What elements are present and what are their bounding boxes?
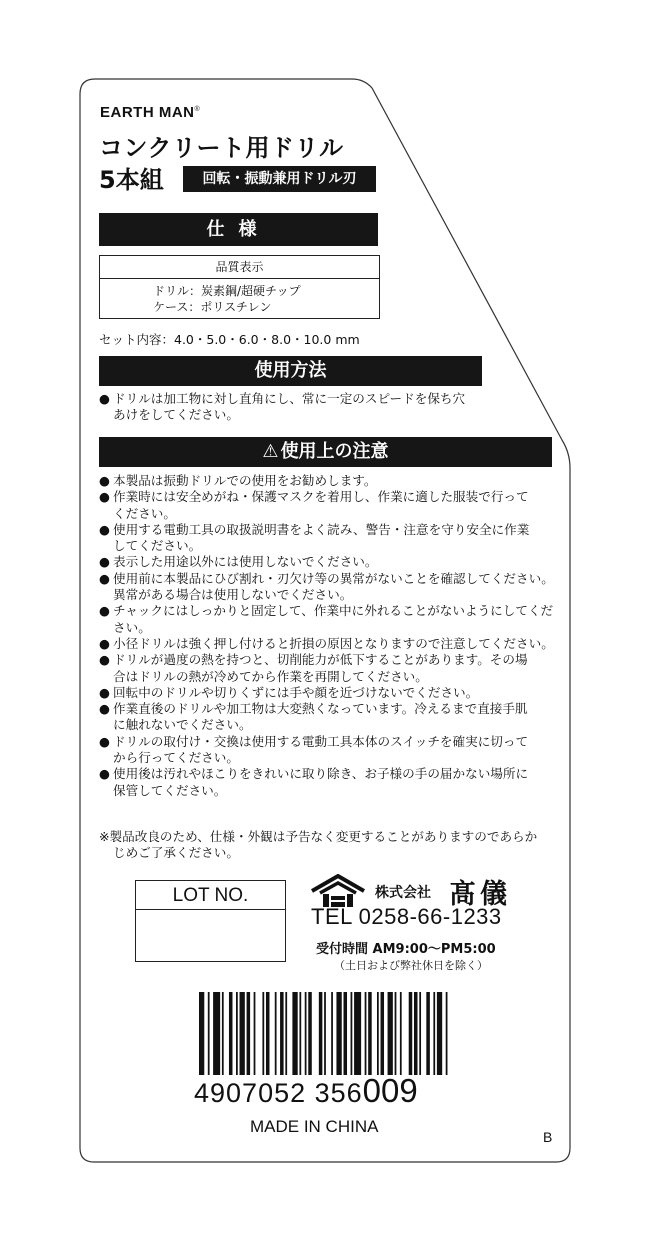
barcode-number-main: 4907052 356 xyxy=(194,1078,363,1108)
barcode-bar xyxy=(395,992,397,1075)
item-line: さい。 xyxy=(113,619,151,635)
business-hours: 受付時間 AM9:00〜PM5:00 xyxy=(316,942,496,957)
company-name: 髙儀 xyxy=(449,879,511,910)
spec-heading-bar: 仕様 xyxy=(99,213,378,246)
company-phone: TEL 0258-66-1233 xyxy=(311,904,502,929)
barcode-bar xyxy=(292,992,297,1075)
item-line: から行ってください。 xyxy=(113,750,239,766)
list-item xyxy=(99,766,561,799)
item-line: あけをしてください。 xyxy=(113,407,239,423)
quality-label-box xyxy=(99,255,380,319)
list-item xyxy=(99,571,561,604)
product-set-count: 5本組 xyxy=(99,166,164,194)
registered-mark: ® xyxy=(194,106,201,113)
barcode-bar xyxy=(381,992,385,1075)
bullet-icon: ● xyxy=(99,701,110,717)
barcode-bar xyxy=(229,992,233,1075)
footnote-line: ※製品改良のため、仕様・外観は予告なく変更することがありますのであらか xyxy=(99,829,538,844)
barcode-bar xyxy=(305,992,307,1075)
country-of-origin: MADE IN CHINA xyxy=(250,1117,379,1136)
item-line: 使用前に本製品にひび割れ・刃欠け等の異常がないことを確認してください。 xyxy=(113,570,554,586)
barcode-bar xyxy=(414,992,418,1075)
caution-heading-bar xyxy=(99,437,552,467)
item-line: 異常がある場合は使用しないでください。 xyxy=(113,587,353,603)
footnote xyxy=(99,829,561,862)
barcode-bar xyxy=(351,992,353,1075)
quality-heading: 品質表示 xyxy=(100,256,379,279)
barcode-bar xyxy=(254,992,256,1075)
barcode-bar xyxy=(222,992,224,1075)
bullet-icon: ● xyxy=(99,391,110,406)
list-item xyxy=(99,701,561,734)
barcode xyxy=(199,992,451,1075)
bullet-icon: ● xyxy=(99,635,110,651)
barcode-bar xyxy=(331,992,333,1075)
barcode-bar xyxy=(368,992,372,1075)
warning-icon: ⚠ xyxy=(262,441,279,462)
material-line: ケース：ポリスチレン xyxy=(153,300,272,314)
barcode-bar xyxy=(400,992,402,1075)
item-line: 作業時には安全めがね・保護マスクを着用し、作業に適した服装で行って xyxy=(113,489,529,505)
usage-instructions xyxy=(99,391,494,424)
bullet-icon: ● xyxy=(99,684,110,700)
item-line: チャックにはしっかりと固定して、作業中に外れることがないようにしてくだ xyxy=(113,603,554,619)
list-item xyxy=(99,391,494,424)
barcode-bar xyxy=(388,992,393,1075)
barcode-bar xyxy=(285,992,287,1075)
item-line: 本製品は振動ドリルでの使用をお勧めします。 xyxy=(113,473,377,488)
item-line: 保管してください。 xyxy=(113,782,227,798)
bullet-icon: ● xyxy=(99,603,110,619)
takagi-house-logo-icon xyxy=(309,874,367,908)
variant-code: B xyxy=(543,1129,553,1145)
item-line: ドリルの取付け・交換は使用する電動工具本体のスイッチを確実に切って xyxy=(113,733,529,749)
company-prefix: 株式会社 xyxy=(375,885,431,901)
list-item xyxy=(99,554,561,570)
barcode-bar xyxy=(377,992,379,1075)
list-item xyxy=(99,636,561,652)
barcode-bar xyxy=(236,992,238,1075)
barcode-bar xyxy=(437,992,442,1075)
bullet-icon: ● xyxy=(99,766,110,782)
item-line: 表示した用途以外には使用しないでください。 xyxy=(113,554,378,570)
list-item xyxy=(99,603,561,636)
barcode-bar xyxy=(208,992,210,1075)
barcode-bar xyxy=(319,992,323,1075)
barcode-bar xyxy=(354,992,361,1075)
barcode-bar xyxy=(262,992,264,1075)
set-contents: セット内容：4.0・5.0・6.0・8.0・10.0 mm xyxy=(99,332,360,347)
barcode-bar xyxy=(199,992,204,1075)
barcode-bar xyxy=(409,992,413,1075)
caution-list xyxy=(99,473,561,799)
bullet-icon: ● xyxy=(99,652,110,668)
barcode-bar xyxy=(240,992,245,1075)
lot-number-box xyxy=(135,880,286,962)
bullet-icon: ● xyxy=(99,521,110,537)
brand-name: EARTH MAN xyxy=(100,104,195,121)
item-line: ください。 xyxy=(113,505,176,521)
barcode-bar xyxy=(419,992,421,1075)
item-line: 使用する電動工具の取扱説明書をよく読み、警告・注意を守り安全に作業 xyxy=(113,521,530,537)
quality-body xyxy=(100,279,379,315)
barcode-bar xyxy=(365,992,367,1075)
footnote-line: じめご了承ください。 xyxy=(113,845,239,861)
item-line: してください。 xyxy=(113,538,202,554)
lot-label: LOT NO. xyxy=(136,881,285,910)
barcode-number-suffix: 009 xyxy=(362,1072,418,1109)
barcode-bar xyxy=(299,992,301,1075)
list-item xyxy=(99,473,561,489)
material-line: ドリル：炭素鋼/超硬チップ xyxy=(153,284,301,298)
item-line: ドリルは加工物に対し直角にし、常に一定のスピードを保ち穴 xyxy=(113,391,466,406)
item-line: 小径ドリルは強く押し付けると折損の原因となりますので注意してください。 xyxy=(113,635,554,651)
barcode-bar xyxy=(426,992,430,1075)
bullet-icon: ● xyxy=(99,570,110,586)
barcode-bar xyxy=(213,992,220,1075)
item-line: 回転中のドリルや切りくずには手や顔を近づけないでください。 xyxy=(113,684,479,700)
barcode-bar xyxy=(275,992,277,1075)
barcode-bar xyxy=(446,992,448,1075)
caution-heading: 使用上の注意 xyxy=(280,441,389,462)
item-line: ドリルが過度の熱を持つと、切削能力が低下することがあります。その場 xyxy=(113,652,528,668)
list-item xyxy=(99,685,561,701)
brand-logo xyxy=(100,104,200,121)
list-item xyxy=(99,652,561,685)
barcode-bar xyxy=(266,992,270,1075)
item-line: 使用後は汚れやほこりをきれいに取り除き、お子様の手の届かない場所に xyxy=(113,766,529,782)
list-item xyxy=(99,734,561,767)
item-line: 作業直後のドリルや加工物は大変熱くなっています。冷えるまで直接手肌 xyxy=(113,701,528,717)
bullet-icon: ● xyxy=(99,733,110,749)
barcode-bar xyxy=(247,992,251,1075)
list-item xyxy=(99,489,561,522)
barcode-bar xyxy=(324,992,326,1075)
bullet-icon: ● xyxy=(99,489,110,505)
barcode-number xyxy=(194,1072,418,1110)
product-subtitle-badge: 回転・振動兼用ドリル刃 xyxy=(183,166,376,192)
bullet-icon: ● xyxy=(99,554,110,570)
usage-heading-bar: 使用方法 xyxy=(99,356,482,386)
barcode-bar xyxy=(308,992,312,1075)
item-line: に触れないでください。 xyxy=(113,717,252,733)
holiday-note: （土日および弊社休日を除く） xyxy=(334,959,488,972)
item-line: 合はドリルの熱が冷めてから作業を再開してください。 xyxy=(113,668,428,684)
barcode-bar xyxy=(280,992,284,1075)
bullet-icon: ● xyxy=(99,473,110,488)
barcode-bar xyxy=(336,992,341,1075)
list-item xyxy=(99,522,561,555)
barcode-bar xyxy=(344,992,348,1075)
product-title: コンクリート用ドリル xyxy=(99,134,344,162)
barcode-bar xyxy=(433,992,435,1075)
